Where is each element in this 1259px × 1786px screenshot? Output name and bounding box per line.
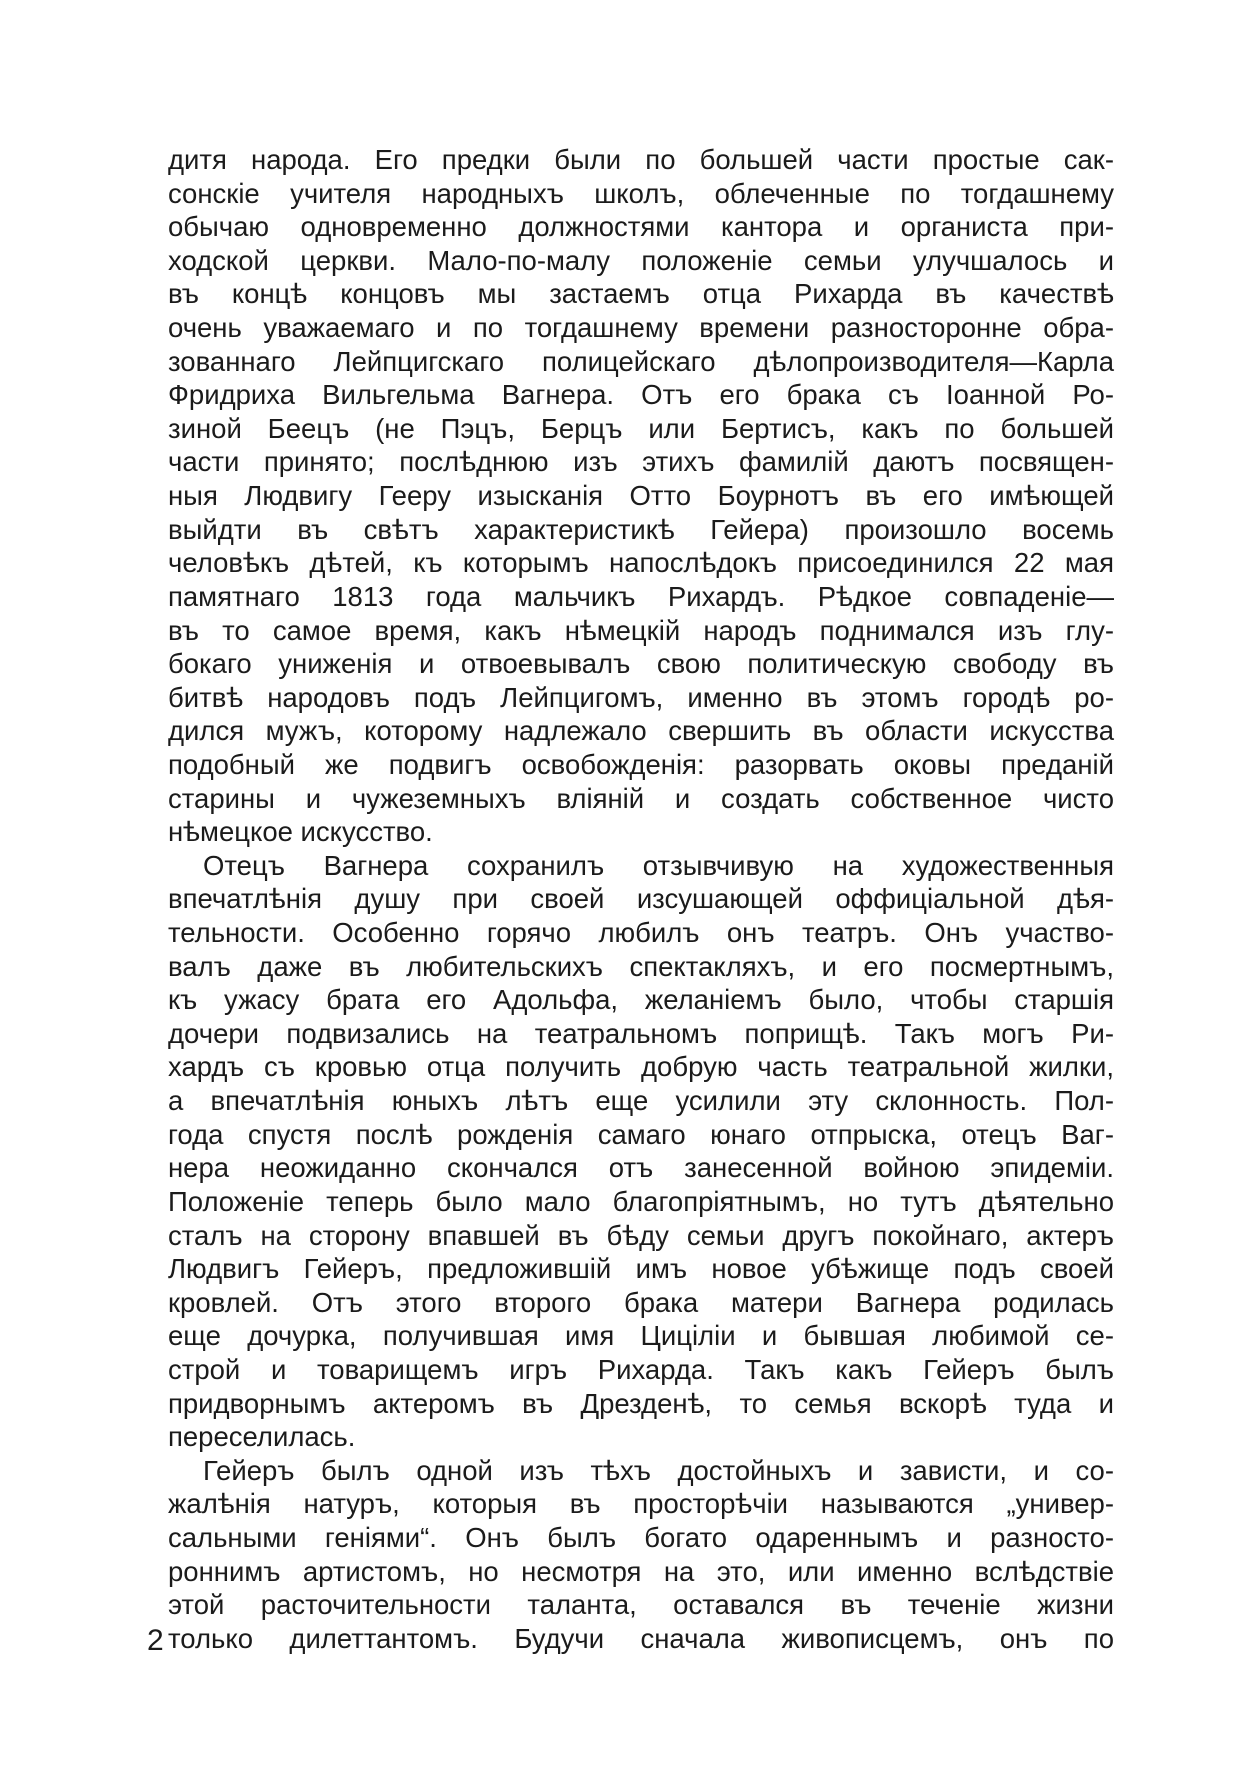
text-line: валъ даже въ любительскихъ спектакляхъ, и его посмертнымъ, (168, 950, 1114, 982)
text-line: хардъ съ кровью отца получить добрую часть театральной жилки, (168, 1051, 1114, 1083)
text-line: дитя народа. Его предки были по большей части простые сак- (168, 144, 1114, 175)
text-line: еще дочурка, получившая имя Циціліи и бывшая любимой се- (168, 1320, 1114, 1352)
text-line: сальными геніями“. Онъ былъ богато одареннымъ и разносто- (168, 1521, 1114, 1553)
text-line: Людвигъ Гейеръ, предложившій имъ новое убѣжище подъ своей (168, 1253, 1114, 1285)
text-line: части принято; послѣднюю изъ этихъ фамилій даютъ посвящен- (168, 446, 1114, 478)
text-line: нера неожиданно скончался отъ занесенной войною эпидеміи. (168, 1152, 1114, 1184)
text-line: къ ужасу брата его Адольфа, желаніемъ было, чтобы старшія (168, 984, 1114, 1016)
text-line: дочери подвизались на театральномъ поприщѣ. Такъ могъ Ри- (168, 1017, 1114, 1049)
text-line: Отецъ Вагнера сохранилъ отзывчивую на художественныя (203, 849, 1114, 881)
text-line: впечатлѣнія душу при своей изсушающей оффиціальной дѣя- (168, 883, 1114, 915)
text-line: ныя Людвигу Гееру изысканія Отто Боурнотъ въ его имѣющей (168, 480, 1114, 512)
text-line: только дилеттантомъ. Будучи сначала живописцемъ, онъ по (168, 1622, 1114, 1654)
text-line: переселилась. (168, 1421, 356, 1453)
text-line: Положеніе теперь было мало благопріятнымъ, но тутъ дѣятельно (168, 1185, 1114, 1217)
text-line: зованнаго Лейпцигскаго полицейскаго дѣлопроизводителя—Карла (168, 345, 1114, 377)
text-line: сонскіе учителя народныхъ школъ, облеченные по тогдашнему (168, 177, 1114, 209)
text-line: этой расточительности таланта, оставался въ теченіе жизни (168, 1589, 1114, 1621)
body-text (168, 143, 1114, 1655)
text-line: придворнымъ актеромъ въ Дрезденѣ, то семья вскорѣ туда и (168, 1387, 1114, 1419)
text-line: тельности. Особенно горячо любилъ онъ театръ. Онъ участво- (168, 917, 1114, 949)
text-line: въ то самое время, какъ нѣмецкій народъ поднимался изъ глу- (168, 614, 1114, 646)
text-line: зиной Беецъ (не Пэцъ, Берцъ или Бертисъ, какъ по большей (168, 412, 1114, 444)
text-line: жалѣнія натуръ, которыя въ просторѣчіи называются „универ- (168, 1488, 1114, 1520)
text-line: старины и чужеземныхъ вліяній и создать собственное чисто (168, 782, 1114, 814)
text-line: подобный же подвигъ освобожденія: разорвать оковы преданій (168, 748, 1114, 780)
text-line: Фридриха Вильгельма Вагнера. Отъ его брака съ Іоанной Ро- (168, 379, 1114, 411)
text-line: выйдти въ свѣтъ характеристикѣ Гейера) произошло восемь (168, 513, 1114, 545)
text-line: ходской церкви. Мало-по-малу положеніе семьи улучшалось и (168, 244, 1114, 276)
text-line: кровлей. Отъ этого второго брака матери Вагнера родилась (168, 1286, 1114, 1318)
text-line: роннимъ артистомъ, но несмотря на это, или именно вслѣдствіе (168, 1555, 1114, 1587)
text-line: дился мужъ, которому надлежало свершить въ области искусства (168, 715, 1114, 747)
text-line: сталъ на сторону впавшей въ бѣду семьи другъ покойнаго, актеръ (168, 1219, 1114, 1251)
text-line: а впечатлѣнія юныхъ лѣтъ еще усилили эту склонность. Пол- (168, 1085, 1114, 1117)
page-number: 2 (147, 1624, 164, 1657)
text-line: бокаго униженія и отвоевывалъ свою политическую свободу въ (168, 648, 1114, 680)
text-line: человѣкъ дѣтей, къ которымъ напослѣдокъ присоединился 22 мая (168, 547, 1114, 579)
text-line: обычаю одновременно должностями кантора и органиста при- (168, 211, 1114, 243)
text-line: битвѣ народовъ подъ Лейпцигомъ, именно въ этомъ городѣ ро- (168, 681, 1114, 713)
text-line: очень уважаемаго и по тогдашнему времени разносторонне обра- (168, 312, 1114, 344)
text-line: въ концѣ концовъ мы застаемъ отца Рихарда въ качествѣ (168, 278, 1114, 310)
text-line: нѣмецкое искусство. (168, 816, 433, 848)
text-line: года спустя послѣ рожденія самаго юнаго отпрыска, отецъ Ваг- (168, 1118, 1114, 1150)
text-line: памятнаго 1813 года мальчикъ Рихардъ. Рѣдкое совпаденіе— (168, 580, 1114, 612)
text-line: строй и товарищемъ игръ Рихарда. Такъ какъ Гейеръ былъ (168, 1353, 1114, 1385)
text-line: Гейеръ былъ одной изъ тѣхъ достойныхъ и зависти, и со- (203, 1454, 1114, 1486)
